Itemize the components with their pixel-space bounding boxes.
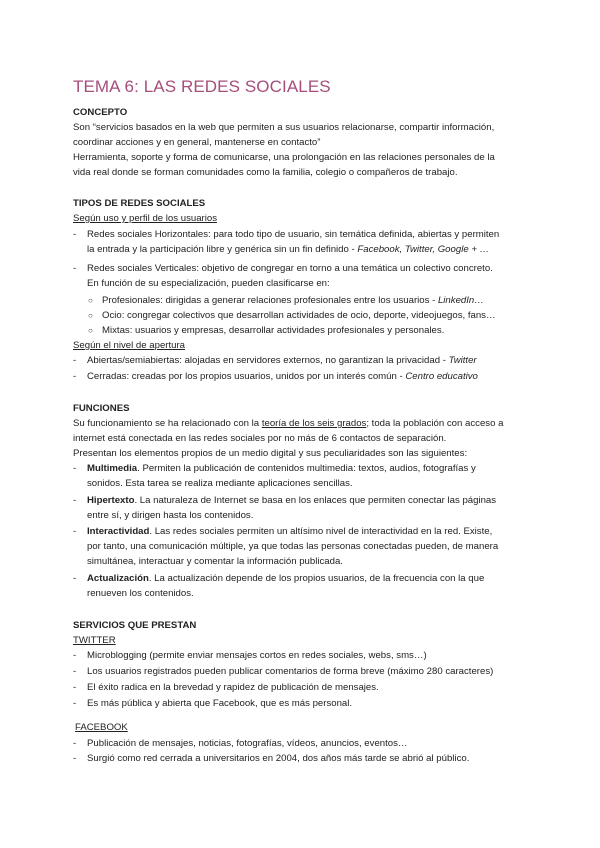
list-item: Redes sociales Verticales: objetivo de congregar en torno a una temática un colectivo concreto. [87, 263, 493, 274]
list-item-continuation: sonidos. Esta tarea se realiza mediante aplicaciones sencillas. [87, 478, 353, 489]
dash-marker: - [73, 495, 77, 506]
concepto-line: coordinar acciones y en general, mantenerse en contacto” [73, 137, 321, 148]
circle-bullet-icon: ○ [88, 311, 93, 320]
list-item: Multimedia. Permiten la publicación de contenidos multimedia: textos, audios, fotografías y [87, 463, 476, 474]
facebook-subheading: FACEBOOK [75, 722, 128, 733]
circle-bullet-icon: ○ [88, 326, 93, 335]
sublist-item: Ocio: congregar colectivos que desarrollan actividades de ocio, deporte, videojuegos, fans… [102, 310, 496, 321]
circle-bullet-icon: ○ [88, 296, 93, 305]
concepto-line: Son “servicios basados en la web que permiten a sus usuarios relacionarse, compartir información, [73, 122, 495, 133]
funciones-line: Presentan los elementos propios de un medio digital y sus peculiaridades son las siguientes: [73, 448, 468, 459]
funciones-line: internet está conectada en las redes sociales por no más de 6 contactos de separación. [73, 433, 447, 444]
list-item-continuation: renueven los contenidos. [87, 588, 194, 599]
dash-marker: - [73, 463, 77, 474]
dash-marker: - [73, 682, 77, 693]
dash-marker: - [73, 738, 77, 749]
tipos-subheading-uso: Según uso y perfil de los usuarios [73, 213, 217, 224]
list-item: Es más pública y abierta que Facebook, que es más personal. [87, 698, 353, 709]
tipos-heading: TIPOS DE REDES SOCIALES [73, 198, 206, 209]
list-item: Redes sociales Horizontales: para todo tipo de usuario, sin temática definida, abiertas y permiten [87, 229, 500, 240]
list-item: Microblogging (permite enviar mensajes cortos en redes sociales, webs, sms…) [87, 650, 427, 661]
sublist-item: Mixtas: usuarios y empresas, desarrollar actividades profesionales y personales. [102, 325, 445, 336]
list-item-continuation: entre sí, y dirigen hasta los contenidos. [87, 510, 254, 521]
concepto-line: Herramienta, soporte y forma de comunicarse, una prolongación en las relaciones personales de la [73, 152, 495, 163]
dash-marker: - [73, 573, 77, 584]
dash-marker: - [73, 229, 77, 240]
page-title: TEMA 6: LAS REDES SOCIALES [73, 77, 331, 96]
list-item: Los usuarios registrados pueden publicar comentarios de forma breve (máximo 280 caracteres) [87, 666, 494, 677]
servicios-heading: SERVICIOS QUE PRESTAN [73, 620, 197, 631]
dash-marker: - [73, 355, 77, 366]
list-item: El éxito radica en la brevedad y rapidez de publicación de mensajes. [87, 682, 379, 693]
dash-marker: - [73, 698, 77, 709]
list-item: Hipertexto. La naturaleza de Internet se basa en los enlaces que permiten conectar las páginas [87, 495, 497, 506]
twitter-subheading: TWITTER [73, 635, 116, 646]
list-item: Surgió como red cerrada a universitarios en 2004, dos años más tarde se abrió al público. [87, 753, 470, 764]
list-item: Cerradas: creadas por los propios usuarios, unidos por un interés común - Centro educativo [87, 371, 478, 382]
list-item: Actualización. La actualización depende de los propios usuarios, de la frecuencia con la que [87, 573, 485, 584]
dash-marker: - [73, 666, 77, 677]
concepto-heading: CONCEPTO [73, 107, 128, 118]
dash-marker: - [73, 650, 77, 661]
dash-marker: - [73, 526, 77, 537]
dash-marker: - [73, 753, 77, 764]
funciones-line: Su funcionamiento se ha relacionado con la teoría de los seis grados; toda la población con acceso a [73, 418, 504, 429]
list-item: Publicación de mensajes, noticias, fotografías, vídeos, anuncios, eventos… [87, 738, 408, 749]
seis-grados-term: teoría de los seis grados [261, 418, 367, 429]
list-item-continuation: En función de su especialización, pueden clasificarse en: [87, 278, 330, 289]
concepto-line: vida real donde se forman comunidades como la familia, colegio o compañeros de trabajo. [73, 167, 458, 178]
list-item-continuation: simultánea, interactuar y comentar la información publicada. [87, 556, 343, 567]
list-item: Abiertas/semiabiertas: alojadas en servidores externos, no garantizan la privacidad - Twitter [87, 355, 477, 366]
list-item-continuation: por tanto, una comunicación múltiple, ya que todas las personas conectadas pueden, de manera [87, 541, 499, 552]
dash-marker: - [73, 263, 77, 274]
list-item-continuation: la entrada y la participación libre y genérica sin un fin definido - Facebook, Twitter, Google + … [87, 244, 490, 255]
dash-marker: - [73, 371, 77, 382]
tipos-subheading-apertura: Según el nivel de apertura [73, 340, 186, 351]
funciones-heading: FUNCIONES [73, 403, 130, 414]
sublist-item: Profesionales: dirigidas a generar relaciones profesionales entre los usuarios - LinkedIn… [102, 295, 484, 306]
list-item: Interactividad. Las redes sociales permiten un altísimo nivel de interactividad en la red. Existe, [87, 526, 493, 537]
